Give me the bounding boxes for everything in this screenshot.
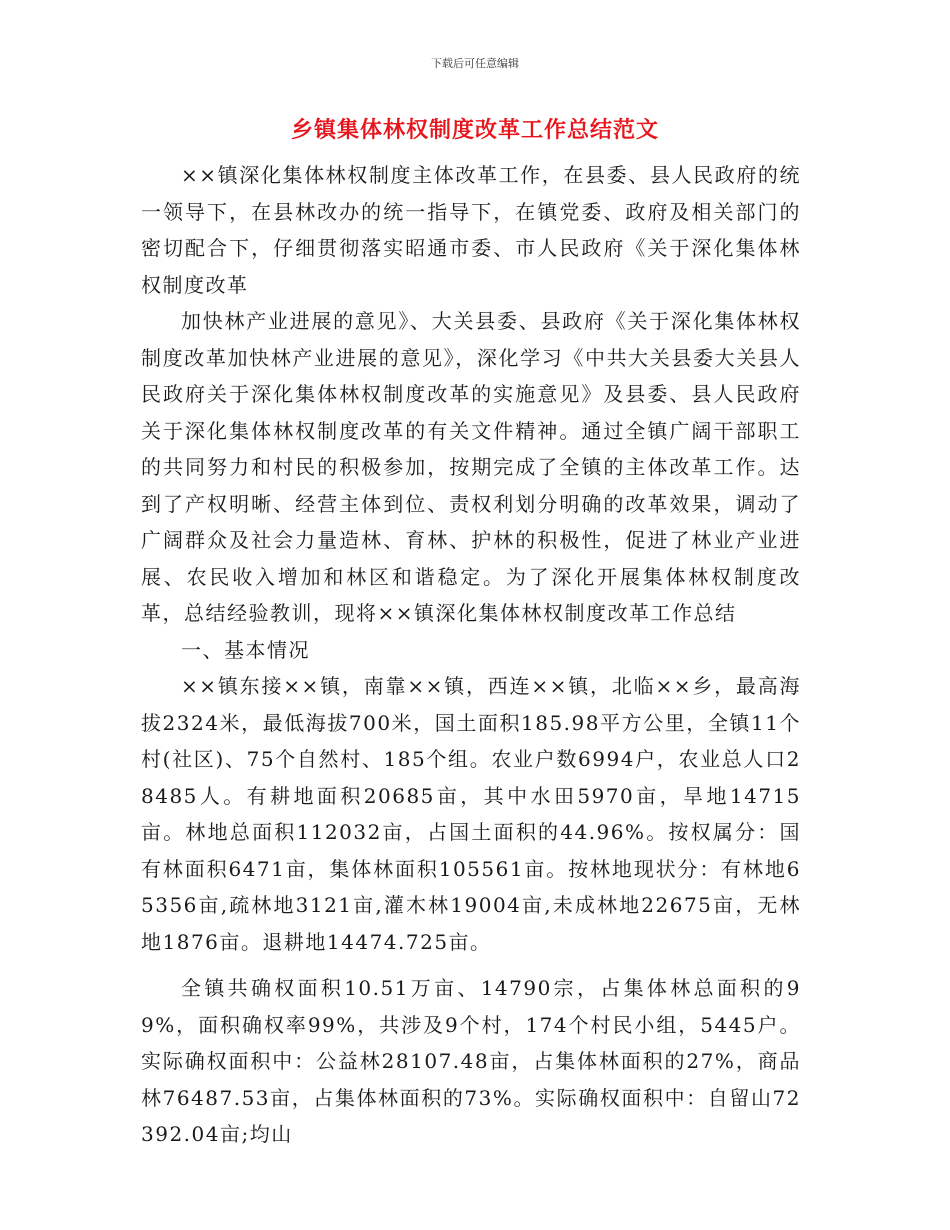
- paragraph-basic-info: ××镇东接××镇，南靠××镇，西连××镇，北临××乡，最高海拔2324米，最低海拔700米，国土面积185.98平方公里，全镇11个村(社区)、75个自然村、185个组。农业户数6994户，农业总人口28485人。有耕地面积20685亩，其中水田5970亩，旱地14715亩。林地总面积112032亩，占国土面积的44.96%。按权属分：国有林面积6471亩，集体林面积105561亩。按林地现状分：有林地65356亩,疏林地3121亩,灌木林19004亩,未成林地22675亩，无林地1876亩。退耕地14474.725亩。: [141, 674, 801, 954]
- paragraph-confirmed-area: 全镇共确权面积10.51万亩、14790宗，占集体林总面积的99%，面积确权率99%，共涉及9个村，174个村民小组，5445户。实际确权面积中：公益林28107.48亩，占集体林面积的27%，商品林76487.53亩，占集体林面积的73%。实际确权面积中：自留山72392.04亩;均山: [141, 976, 801, 1146]
- document-title: 乡镇集体林权制度改革工作总结范文: [290, 118, 659, 143]
- section-heading-basic-info: 一、基本情况: [181, 637, 310, 662]
- paragraph-continuation: 加快林产业进展的意见》、大关县委、县政府《关于深化集体林权制度改革加快林产业进展的意见》，深化学习《中共大关县委大关县人民政府关于深化集体林权制度改革的实施意见》及县委、县人民政府关于深化集体林权制度改革的有关文件精神。通过全镇广阔干部职工的共同努力和村民的积极参加，按期完成了全镇的主体改革工作。达到了产权明晰、经营主体到位、责权利划分明确的改革效果，调动了广阔群众及社会力量造林、育林、护林的积极性，促进了林业产业进展、农民收入增加和林区和谐稳定。为了深化开展集体林权制度改革，总结经验教训，现将××镇深化集体林权制度改革工作总结: [141, 309, 801, 625]
- header-note: 下载后可任意编辑: [431, 57, 519, 70]
- document-body: [141, 157, 801, 1153]
- paragraph-intro: ××镇深化集体林权制度主体改革工作，在县委、县人民政府的统一领导下，在县林改办的统一指导下，在镇党委、政府及相关部门的密切配合下，仔细贯彻落实昭通市委、市人民政府《关于深化集体林权制度改革: [141, 163, 801, 297]
